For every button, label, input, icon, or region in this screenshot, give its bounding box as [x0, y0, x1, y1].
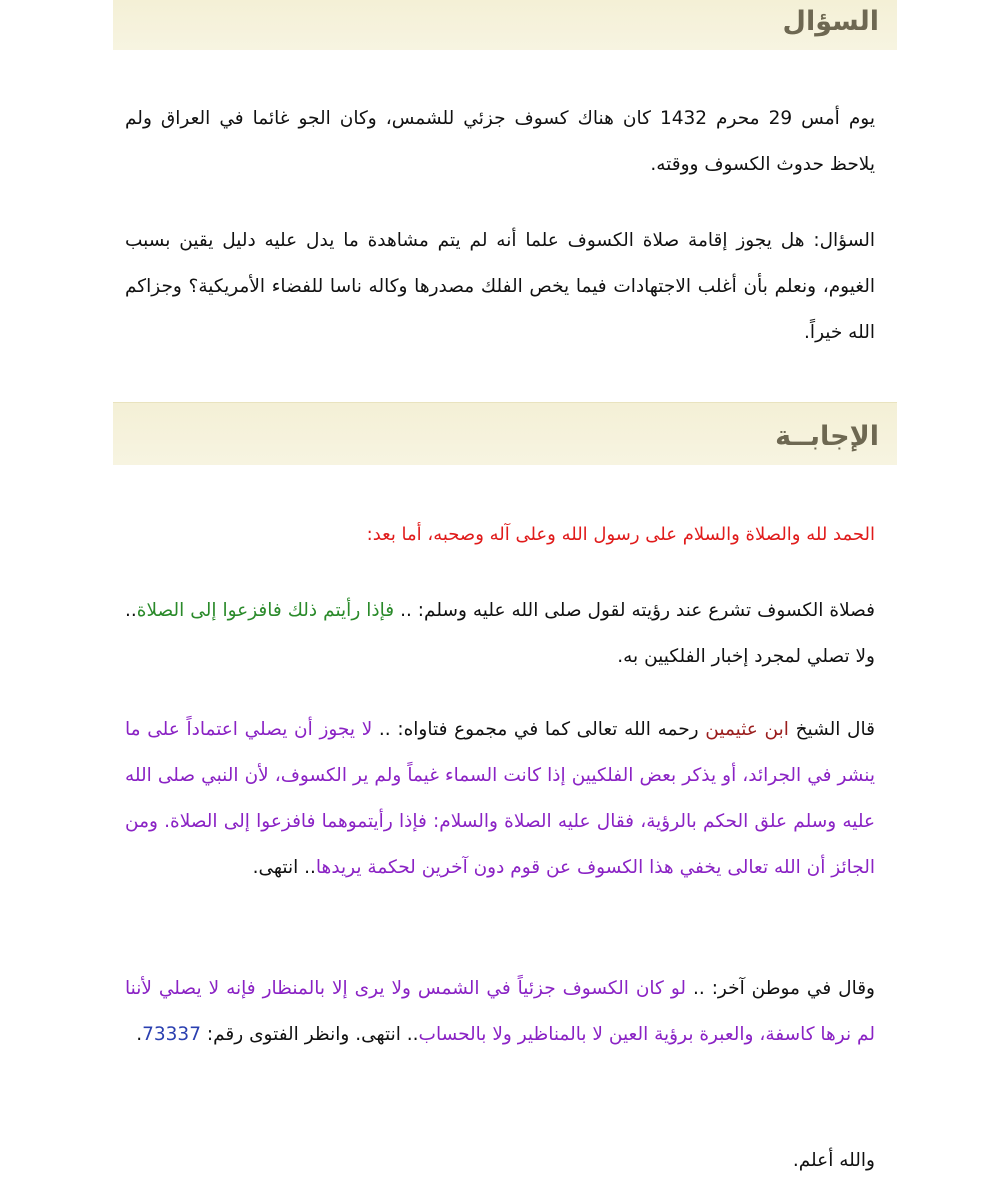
answer-p3-end: .. انتهى. وانظر الفتوى رقم: — [200, 1024, 419, 1045]
answer-header — [113, 402, 897, 465]
answer-opening: الحمد لله والصلاة والسلام على رسول الله وعلى آله وصحبه، أما بعد: — [366, 524, 875, 545]
answer-p2-intro-a: قال الشيخ — [788, 719, 875, 740]
question-header — [113, 0, 897, 50]
hadith-quote: فإذا رأيتم ذلك فافزعوا إلى الصلاة — [136, 600, 395, 621]
answer-paragraph-2 — [125, 707, 875, 891]
question-paragraph-2: السؤال: هل يجوز إقامة صلاة الكسوف علما أنه لم يتم مشاهدة ما يدل عليه دليل يقين بسبب الغيوم، ونعلم بأن أغلب الاجتهادات فيما يخص الفلك مصدرها وكاله ناسا للفضاء الأمريكية؟ وجزاكم الله خيراً. — [125, 230, 875, 343]
answer-p1-intro: فصلاة الكسوف تشرع عند رؤيته لقول صلى الله عليه وسلم: .. — [394, 600, 875, 621]
scholar-quote-2: لو كان الكسوف جزئياً في الشمس ولا يرى إلا بالمنظار فإنه لا يصلي لأننا لم نرها كاسفة، والعبرة برؤية العين لا بالمناظير ولا بالحساب — [125, 978, 875, 1045]
answer-p3-intro: وقال في موطن آخر: .. — [686, 978, 875, 999]
question-paragraph-1: يوم أمس 29 محرم 1432 كان هناك كسوف جزئي للشمس، وكان الجو غائما في العراق ولم يلاحظ حدوث الكسوف ووقته. — [125, 108, 876, 175]
answer-p2-end: .. انتهى. — [252, 857, 316, 878]
answer-paragraph-3 — [125, 966, 875, 1058]
answer-title: الإجابــة — [775, 421, 879, 452]
answer-closing: والله أعلم. — [792, 1150, 875, 1171]
answer-p2-intro-b: رحمه الله تعالى كما في مجموع فتاواه: .. — [372, 719, 706, 740]
answer-p1-end: .. ولا تصلي لمجرد إخبار الفلكيين به. — [125, 600, 875, 667]
answer-paragraph-1 — [125, 588, 875, 680]
answer-p3-period: . — [136, 1024, 143, 1045]
fatwa-number-link[interactable]: 73337 — [142, 1024, 201, 1045]
scholar-quote-1: لا يجوز أن يصلي اعتماداً على ما ينشر في الجرائد، أو يذكر بعض الفلكيين إذا كانت السماء غيماً ولم ير الكسوف، لأن النبي صلى الله عليه وسلم علق الحكم بالرؤية، فقال عليه الصلاة والسلام: فإذا رأيتموهما فافزعوا إلى الصلاة. ومن الجائز أن الله تعالى يخفي هذا الكسوف عن قوم دون آخرين لحكمة يريدها — [125, 719, 875, 878]
question-title: السؤال — [782, 6, 879, 37]
scholar-name: ابن عثيمين — [705, 719, 789, 740]
